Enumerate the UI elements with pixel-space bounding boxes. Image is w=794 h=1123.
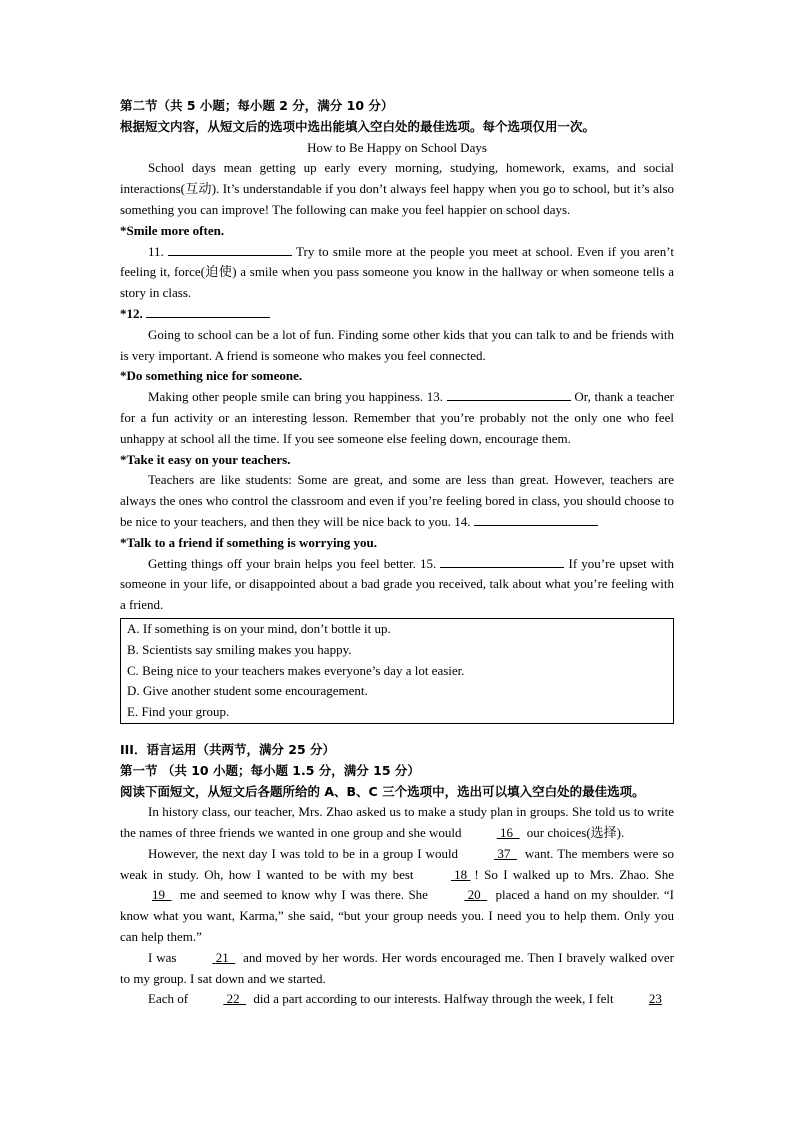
exam-page [120,96,674,1010]
blank-11[interactable] [168,242,292,256]
heading-12 [120,304,674,325]
option-a[interactable]: A. If something is on your mind, don’t bottle it up. [127,620,391,636]
cloze-blank-16[interactable] [465,823,524,844]
question-number-12: *12. [120,305,143,321]
cloze-text: ! So I walked up to Mrs. Zhao. She [474,866,675,882]
section3-instruction: 阅读下面短文，从短文后各题所给的 A、B、C 三个选项中，选出可以填入空白处的最佳选项。 [120,783,645,799]
section3-subheading: 第一节 （共 10 小题；每小题 1.5 分，满分 15 分） [120,762,420,778]
cloze-number: 18 [454,866,468,882]
paragraph-13-before: Making other people smile can bring you happiness. 13. [148,389,444,405]
cloze-text: In history class, our teacher, Mrs. Zhao asked us to make a study plan in groups. She told us to write the names of three friends we wanted in one group and she would [120,804,674,841]
paragraph-11 [120,242,674,304]
cloze-blank-21[interactable] [180,948,239,969]
options-box [120,618,674,724]
paragraph-15-before: Getting things off your brain helps you feel better. 15. [148,555,437,571]
blank-13[interactable] [447,387,571,401]
blank-12[interactable] [146,304,270,318]
cloze-text: did a part according to our interests. Halfway through the week, I felt [253,991,614,1007]
cloze-blank-17[interactable] [462,844,521,865]
option-d[interactable]: D. Give another student some encouragement. [127,683,368,699]
heading-smile: *Smile more often. [120,222,225,238]
cloze-number: 22 [226,991,240,1007]
heading-teachers: *Take it easy on your teachers. [120,451,291,467]
heading-talk: *Talk to a friend if something is worrying you. [120,534,378,550]
passage-title: How to Be Happy on School Days [307,139,487,155]
cloze-paragraph-4 [120,989,674,1010]
cloze-blank-18[interactable] [419,865,475,886]
cloze-paragraph-2 [120,844,674,948]
cloze-number: 19 [152,887,165,903]
cloze-number: 23 [648,991,662,1007]
paragraph-14 [120,470,674,532]
paragraph-11-text: Try to smile more at the people you meet at school. Even if you aren’t feeling it, force(迫使) a smile when you pass someone you know in the hallway or when someone tells a story in class. [120,243,675,301]
paragraph-15 [120,554,674,616]
cloze-number: 20 [467,887,481,903]
paragraph-12: Going to school can be a lot of fun. Finding some other kids that you can talk to and be friends with is very important. A friend is someone who makes you feel connected. [120,326,674,363]
option-e[interactable]: E. Find your group. [127,704,230,720]
cloze-blank-23[interactable] [617,989,666,1010]
paragraph-13 [120,387,674,449]
section3-heading: III．语言运用（共两节，满分 25 分） [120,741,336,757]
cloze-number: 16 [500,825,514,841]
cloze-text: I was [148,949,177,965]
cloze-text: Each of [148,991,189,1007]
option-b[interactable]: B. Scientists say smiling makes you happy. [127,641,352,657]
paragraph-15-after: If you’re upset with someone in your life, or disappointed about a bad grade you received, talk about what you’re feeling with a friend. [120,555,675,613]
cloze-text: our choices(选择). [526,825,625,841]
cloze-blank-22[interactable] [191,989,250,1010]
question-number-11: 11. [148,243,164,259]
cloze-paragraph-1 [120,802,674,844]
blank-14[interactable] [474,512,598,526]
cloze-number: 37 [497,845,511,861]
paragraph-13-after: Or, thank a teacher for a fun activity or an interesting lesson. Remember that you’re probably not the only one who feel unhappy at school all the time. If you see someone else feeling down, encourage them. [120,389,675,446]
cloze-text: and moved by her words. Her words encouraged me. Then I bravely walked over to my group. I sat down and we started. [120,949,675,986]
cloze-blank-20[interactable] [432,885,491,906]
section2-instruction: 根据短文内容，从短文后的选项中选出能填入空白处的最佳选项。每个选项仅用一次。 [120,118,596,134]
cloze-text: placed a hand on my shoulder. “I know what you want, Karma,” she said, “but your group needs you. I need you to help them. Only you can help them.” [120,887,675,945]
intro-paragraph: School days mean getting up early every morning, studying, homework, exams, and social interactions(互动). It’s understandable if you don’t always feel happy when you go to school, but it’s also something you can improve! The following can make you feel happier on school days. [120,160,674,217]
heading-nice: *Do something nice for someone. [120,368,303,384]
cloze-blank-19[interactable] [120,885,176,906]
paragraph-14-text: Teachers are like students: Some are great, and some are less than great. However, teachers are always the ones who control the classroom and even if you’re feeling bored in class, you should choose to be nice to your teachers, and then they will be nice back to you. 14. [120,472,674,529]
cloze-number: 21 [215,949,229,965]
cloze-text: me and seemed to know why I was there. She [179,887,428,903]
section2-heading: 第二节（共 5 小题；每小题 2 分，满分 10 分） [120,98,394,113]
cloze-text: want. The members were so weak in study. Oh, how I wanted to be with my best [120,845,675,882]
blank-15[interactable] [440,554,564,568]
cloze-paragraph-3 [120,948,674,990]
option-c[interactable]: C. Being nice to your teachers makes everyone’s day a lot easier. [127,662,465,678]
cloze-text: However, the next day I was told to be in a group I would [148,845,459,861]
